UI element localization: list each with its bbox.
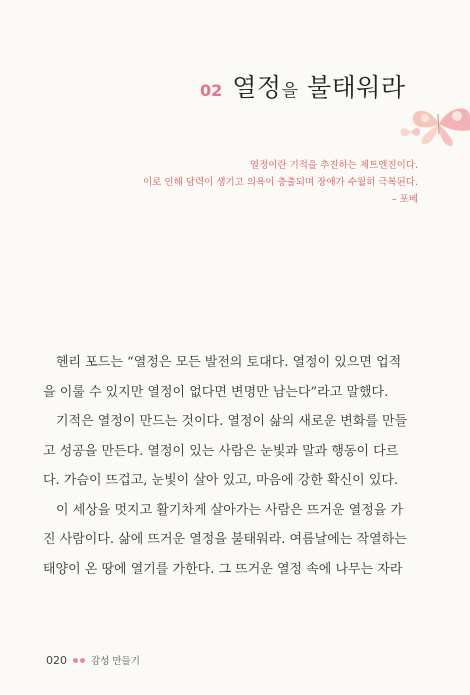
chapter-title-part2: 불태워라 xyxy=(298,73,406,102)
chapter-title xyxy=(232,68,405,104)
body-line: 기적은 열정이 만드는 것이다. 열정이 삶의 새로운 변화를 만들 xyxy=(56,414,408,429)
chapter-title-particle: 을 xyxy=(281,81,299,101)
body-line: 이 세상을 멋지고 활기차게 살아가는 사람은 뜨거운 열정을 가 xyxy=(56,502,404,518)
body-text xyxy=(43,348,428,584)
footer-dots-icon xyxy=(73,658,85,663)
body-line: 다. 가슴이 뜨겁고, 눈빛이 살아 있고, 마음에 강한 확신이 있다. xyxy=(43,473,399,488)
chapter-title-part1: 열정 xyxy=(232,73,282,102)
body-line: 을 이룰 수 있지만 열정이 없다면 변명만 남는다”라고 말했다. xyxy=(43,384,389,400)
book-title: 감성 만들기 xyxy=(91,656,140,667)
epigraph-author: – 포베 xyxy=(391,194,418,205)
chapter-number: 02 xyxy=(200,81,223,100)
epigraph xyxy=(78,157,418,208)
body-line: 태양이 온 땅에 열기를 가한다. 그 뜨거운 열정 속에 나무는 자라 xyxy=(43,561,403,577)
page-footer xyxy=(46,653,140,667)
body-line: 진 사람이다. 삶에 뜨거운 열정을 불태워라. 여름날에는 작열하는 xyxy=(43,532,407,547)
page-number: 020 xyxy=(46,653,67,667)
chapter-header xyxy=(200,68,418,112)
epigraph-line-2: 이로 인해 담력이 생기고 의욕이 충출되며 장애가 수월히 극복된다. xyxy=(143,177,418,188)
butterfly-icon xyxy=(399,100,470,146)
body-line: 고 성공을 만든다. 열정이 있는 사람은 눈빛과 말과 행동이 다르 xyxy=(43,443,399,459)
epigraph-line-1: 열정이란 기적을 추진하는 제트엔진이다. xyxy=(249,160,418,171)
body-line: 헨리 포드는 “열정은 모든 발전의 토대다. 열정이 있으면 업적 xyxy=(56,355,402,370)
